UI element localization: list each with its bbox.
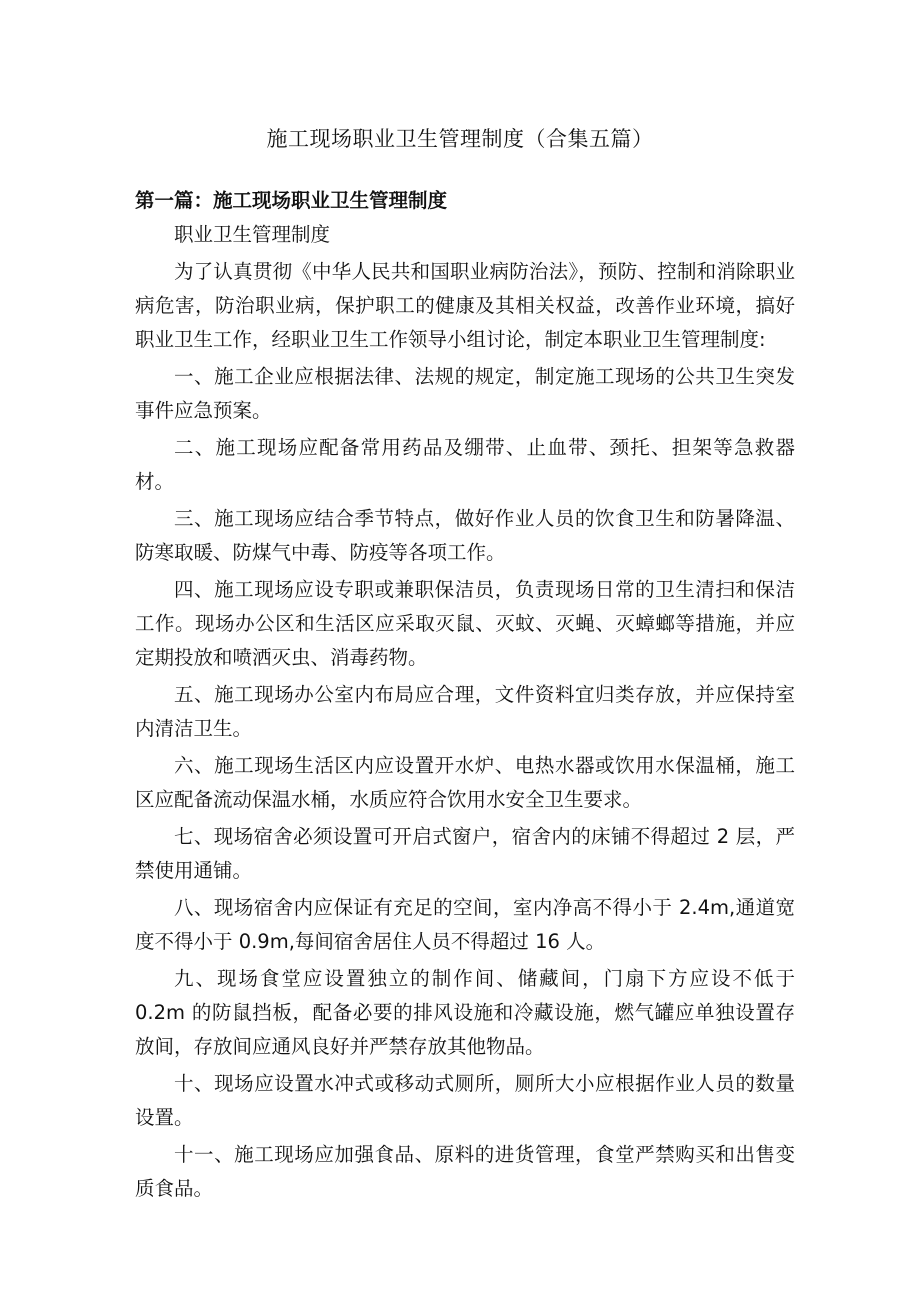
paragraph-item-4: 四、施工现场应设专职或兼职保洁员，负责现场日常的卫生清扫和保洁工作。现场办公区和生活区应采取灭鼠、灭蚊、灭蝇、灭蟑螂等措施，并应定期投放和喷洒灭虫、消毒药物。 (135, 578, 795, 669)
paragraph-item-7: 七、现场宿舍必须设置可开启式窗户，宿舍内的床铺不得超过 2 层，严禁使用通铺。 (135, 825, 795, 882)
paragraph-preamble: 为了认真贯彻《中华人民共和国职业病防治法》，预防、控制和消除职业病危害，防治职业病，保护职工的健康及其相关权益，改善作业环境，搞好职业卫生工作，经职业卫生工作领导小组讨论，制定本职业卫生管理制度: (135, 260, 795, 351)
paragraph-item-1: 一、施工企业应根据法律、法规的规定，制定施工现场的公共卫生突发事件应急预案。 (135, 365, 795, 422)
document-body (135, 184, 795, 1206)
document-title: 施工现场职业卫生管理制度（合集五篇） (266, 127, 654, 151)
paragraph-item-8: 八、现场宿舍内应保证有充足的空间，室内净高不得小于 2.4m,通道宽度不得小于 0.9m,每间宿舍居住人员不得超过 16 人。 (135, 896, 795, 953)
paragraph-item-10: 十、现场应设置水冲式或移动式厕所，厕所大小应根据作业人员的数量设置。 (135, 1072, 795, 1129)
paragraph-item-6: 六、施工现场生活区内应设置开水炉、电热水器或饮用水保温桶，施工区应配备流动保温水桶，水质应符合饮用水安全卫生要求。 (135, 754, 795, 811)
paragraph-item-9: 九、现场食堂应设置独立的制作间、储藏间，门扇下方应设不低于 0.2m 的防鼠挡板，配备必要的排风设施和冷藏设施，燃气罐应单独设置存放间，存放间应通风良好并严禁存放其他物品。 (135, 967, 795, 1058)
paragraph-item-2: 二、施工现场应配备常用药品及绷带、止血带、颈托、担架等急救器材。 (135, 436, 795, 493)
section-heading: 第一篇：施工现场职业卫生管理制度 (135, 189, 448, 212)
paragraph-item-3: 三、施工现场应结合季节特点，做好作业人员的饮食卫生和防暑降温、防寒取暖、防煤气中毒、防疫等各项工作。 (135, 507, 795, 564)
paragraph-subtitle: 职业卫生管理制度 (174, 223, 331, 246)
paragraph-item-11: 十一、施工现场应加强食品、原料的进货管理，食堂严禁购买和出售变质食品。 (135, 1143, 795, 1200)
paragraph-item-5: 五、施工现场办公室内布局应合理，文件资料宜归类存放，并应保持室内清洁卫生。 (135, 683, 795, 740)
